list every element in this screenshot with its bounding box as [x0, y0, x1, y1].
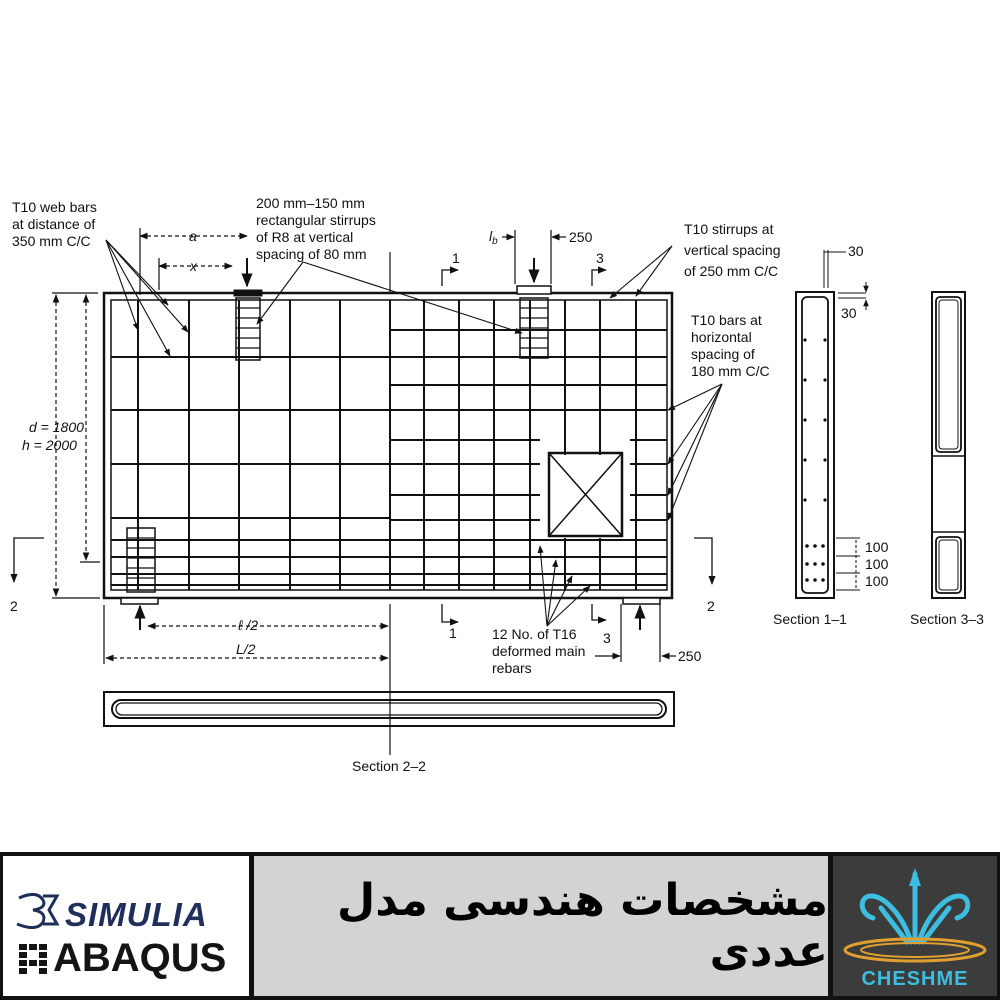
section-3-3-drawing [932, 292, 965, 598]
label-horizontal-bars-2: horizontal [691, 329, 752, 345]
label-t10-stirrups-1: T10 stirrups at [684, 221, 774, 237]
label-half-span-l: ℓ /2 [238, 617, 259, 633]
label-dim-lb: $l_b$ [489, 228, 498, 247]
label-web-bars-1: T10 web bars [12, 199, 97, 215]
label-spacing-100-3: 100 [865, 573, 889, 589]
leader-lines [106, 240, 722, 626]
dassault-3ds-logo-icon [13, 888, 61, 932]
cheshme-wordmark: CHESHME [861, 968, 969, 990]
label-horizontal-bars-4: 180 mm C/C [691, 363, 770, 379]
label-main-rebars-2: deformed main [492, 643, 586, 659]
label-dim-a: a [189, 228, 197, 244]
title-panel [254, 856, 828, 996]
label-cut-2-right: 2 [707, 598, 715, 614]
label-t10-stirrups-3: of 250 mm C/C [684, 263, 779, 279]
software-logos-panel [3, 856, 249, 996]
label-horizontal-bars-3: spacing of [691, 346, 755, 362]
cheshme-logo-panel [833, 856, 997, 996]
simulia-wordmark: SIMULIA [65, 896, 208, 933]
beam-elevation [104, 286, 672, 604]
label-cut-1-top: 1 [452, 250, 460, 266]
label-horizontal-bars-1: T10 bars at [691, 312, 762, 328]
label-web-bars-2: at distance of [12, 216, 96, 232]
page-title: مشخصات هندسی مدل عددی [337, 875, 828, 977]
label-cut-3-bottom: 3 [603, 630, 611, 646]
footer-banner [0, 852, 1000, 1000]
label-r8-stirrups-1: 200 mm–150 mm [256, 195, 365, 211]
label-r8-stirrups-3: of R8 at vertical [256, 229, 354, 245]
label-half-span-L: L/2 [236, 641, 256, 657]
label-cover-30-top: 30 [848, 243, 864, 259]
label-section-3-3: Section 3–3 [910, 611, 984, 627]
label-dim-250-top: 250 [569, 229, 593, 245]
section-2-2-drawing [104, 692, 674, 726]
label-cover-30-side: 30 [841, 305, 857, 321]
abaqus-wordmark: ABAQUS [53, 936, 227, 980]
section-cut-markers [14, 270, 712, 622]
label-d: d = 1800 [29, 419, 84, 435]
label-spacing-100-2: 100 [865, 556, 889, 572]
label-t10-stirrups-2: vertical spacing [684, 242, 781, 258]
label-section-2-2: Section 2–2 [352, 758, 426, 774]
label-h: h = 2000 [22, 437, 77, 453]
label-main-rebars-3: rebars [492, 660, 532, 676]
abaqus-logo-icon [17, 942, 49, 976]
label-r8-stirrups-2: rectangular stirrups [256, 212, 376, 228]
label-web-bars-3: 350 mm C/C [12, 233, 91, 249]
drawing-labels [10, 195, 984, 774]
label-cut-1-bottom: 1 [449, 625, 457, 641]
label-section-1-1: Section 1–1 [773, 611, 847, 627]
label-cut-2-left: 2 [10, 598, 18, 614]
label-dim-250-bottom: 250 [678, 648, 702, 664]
label-cut-3-top: 3 [596, 250, 604, 266]
label-spacing-100-1: 100 [865, 539, 889, 555]
label-main-rebars-1: 12 No. of T16 [492, 626, 577, 642]
label-r8-stirrups-4: spacing of 80 mm [256, 246, 367, 262]
section-1-1-drawing [796, 250, 866, 598]
label-dim-x: x [190, 258, 197, 274]
